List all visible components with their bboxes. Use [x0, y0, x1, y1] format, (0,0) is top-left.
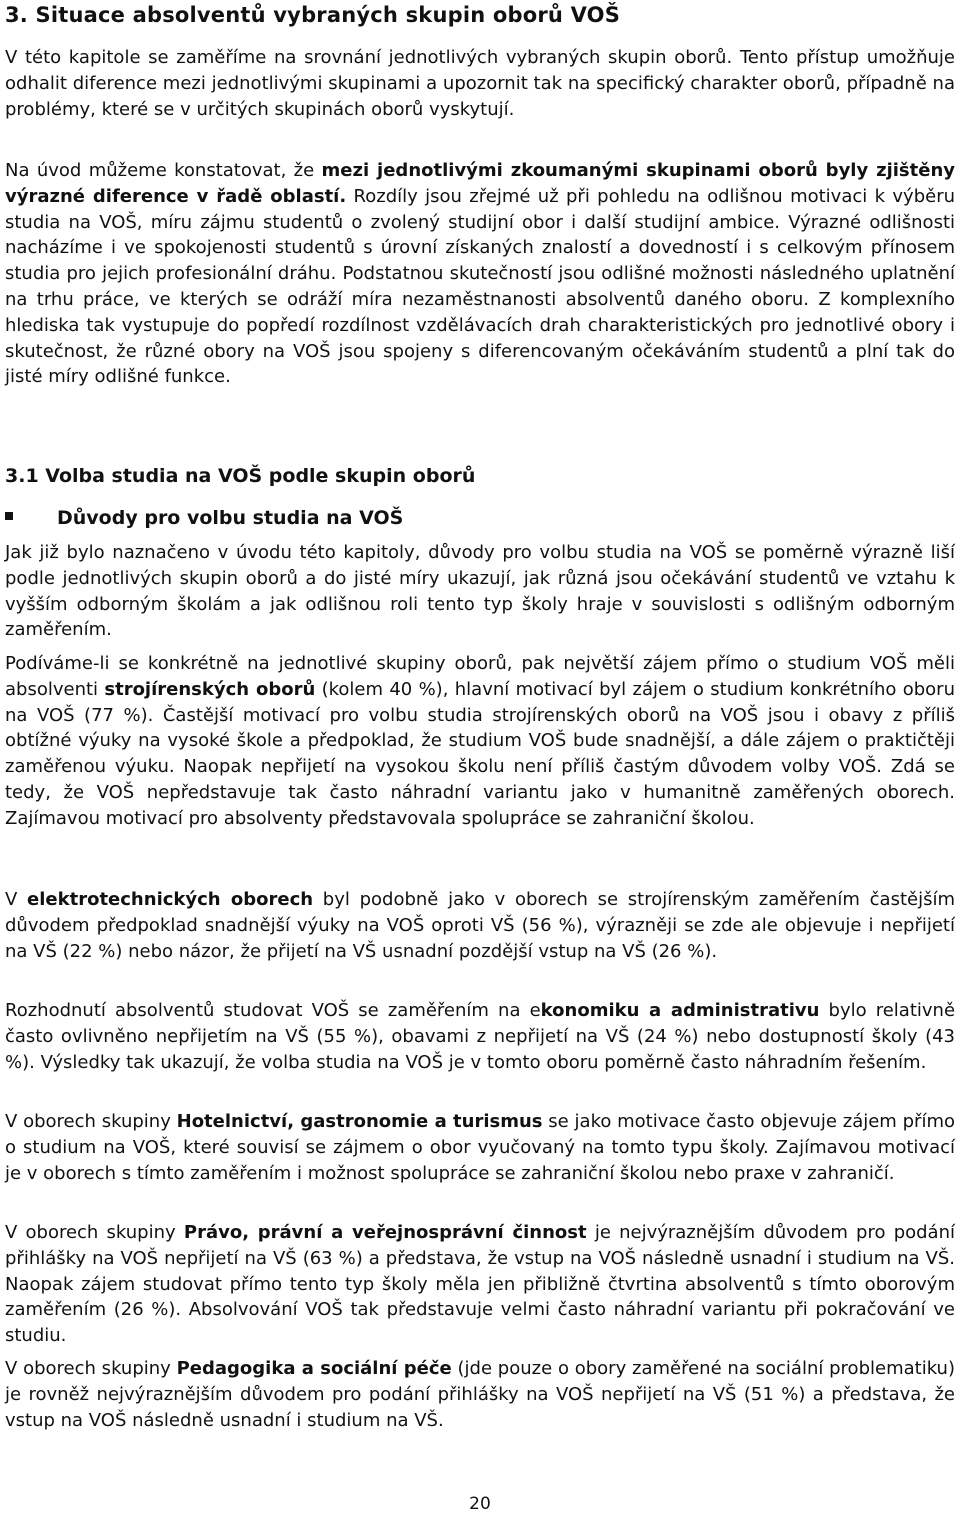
page-number: 20	[469, 1494, 491, 1514]
law-text-c: je nejvýraznějším důvodem pro podání přihlášky na VOŠ nepřijetí na VŠ (63 %) a představa, že vstup na VOŠ následně usnadní i studium na VŠ. Naopak zájem studovat přímo tento typ školy měla jen přibližně čtvrtina absolventů s tímto oborovým zaměřením (26 %). Absolvování VOŠ tak představuje velmi často náhradní variantu při pokračování ve studiu.	[5, 1222, 955, 1347]
hotel-paragraph	[5, 1109, 955, 1186]
engineering-bold: strojírenských oborů	[104, 678, 316, 700]
summary-bold: mezi jednotlivými zkoumanými skupinami oborů byly zjištěny výrazné diference v řadě oblastí.	[5, 160, 955, 207]
pedagogy-text-a: V oborech skupiny	[5, 1358, 177, 1379]
square-bullet-icon	[5, 512, 13, 520]
electro-text-c: byl podobně jako v oborech se strojírenským zaměřením častějším důvodem předpoklad snadnější výuky na VOŠ oproti VŠ (56 %), výrazněji se zde ale objevuje i nepřijetí na VŠ (22 %) nebo názor, že přijetí na VŠ usnadní pozdější vstup na VŠ (26 %).	[5, 889, 956, 962]
intro-paragraph: V této kapitole se zaměříme na srovnání jednotlivých vybraných skupin oborů. Tento přístup umožňuje odhalit diference mezi jednotlivými skupinami a upozornit tak na specifický charakter oborů, případně na problémy, které se v určitých skupinách oborů vyskytují.	[5, 47, 955, 120]
hotel-bold: Hotelnictví, gastronomie a turismus	[176, 1111, 543, 1132]
law-bold: Právo, právní a veřejnosprávní činnost	[183, 1222, 587, 1243]
summary-rest: Rozdíly jsou zřejmé už při pohledu na odlišnou motivaci k výběru studia na VOŠ, míru zájmu studentů o zvolený studijní obor i další studijní ambice. Výrazné odlišnosti nacházíme i ve spokojenosti studentů s úrovní získaných znalostí a dovedností i s celkovým přínosem studia pro jejich profesionální dráhu. Podstatnou skutečností jsou odlišné možnosti následného uplatnění na trhu práce, ve kterých se odráží míra nezaměstnanosti absolventů daného oboru. Z komplexního hlediska tak vystupuje do popředí rozdílnost vzdělávacích drah charakteristických pro jednotlivé obory i skutečnost, že různé obory na VOŠ jsou spojeny s diferencovaným očekáváním studentů a plní tak do jisté míry odlišné funkce.	[5, 185, 955, 388]
pedagogy-bold: Pedagogika a sociální péče	[176, 1358, 452, 1379]
engineering-text-c: (kolem 40 %), hlavní motivací byl zájem o studium konkrétního oboru na VOŠ (77 %). Častější motivací pro volbu studia strojírenských oborů na VOŠ jsou i obavy z příliš obtížné výuky na vysoké škole a předpoklad, že studium VOŠ bude snadnější, a dále zájem o praktičtěji zaměřenou výuku. Naopak nepřijetí na vysokou školu není příliš častým důvodem volby VOŠ. Zdá se tedy, že VOŠ nepředstavuje tak často náhradní variantu jako v humanitně zaměřených oborech. Zajímavou motivací pro absolventy představovala spolupráce se zahraniční školou.	[5, 678, 955, 829]
hotel-text-c: se jako motivace často objevuje zájem přímo o studium na VOŠ, které souvisí se zájmem o obor vyučovaný na tomto typu školy. Zajímavou motivací je v oborech s tímto zaměřením i možnost spolupráce se zahraniční školou nebo praxe v zahraničí.	[5, 1111, 955, 1184]
economy-text-a: Rozhodnutí absolventů studovat VOŠ se zaměřením na e	[5, 1000, 541, 1021]
law-text-a: V oborech skupiny	[5, 1222, 184, 1243]
economy-bold: konomiku a administrativu	[540, 1000, 820, 1021]
summary-paragraph	[5, 158, 955, 390]
pedagogy-text-c: (jde pouze o obory zaměřené na sociální problematiku) je rovněž nejvýraznějším důvodem pro podání přihlášky na VOŠ nepřijetí na VŠ (51 %) a představa, že vstup na VOŠ následně usnadní i studium na VŠ.	[5, 1358, 955, 1431]
chapter-title: 3. Situace absolventů vybraných skupin oborů VOŠ	[5, 3, 621, 27]
bullet-heading-text: Důvody pro volbu studia na VOŠ	[57, 507, 404, 529]
section-title: 3.1 Volba studia na VOŠ podle skupin oborů	[5, 465, 476, 487]
law-paragraph	[5, 1220, 955, 1349]
electro-paragraph	[5, 887, 955, 964]
electro-bold: elektrotechnických oborech	[27, 889, 314, 910]
summary-lead: Na úvod můžeme konstatovat, že	[5, 160, 322, 181]
reasons-paragraph: Jak již bylo naznačeno v úvodu této kapitoly, důvody pro volbu studia na VOŠ se poměrně výrazně liší podle jednotlivých skupin oborů a do jisté míry ukazují, jak různá jsou očekávání studentů ve vztahu k vyšším odborným školám a jak odlišnou roli tento typ školy hraje v souvislosti s odlišným odborným zaměřením.	[5, 542, 955, 641]
economy-paragraph	[5, 998, 955, 1075]
pedagogy-paragraph	[5, 1356, 955, 1433]
economy-text-c: bylo relativně často ovlivněno nepřijetím na VŠ (55 %), obavami z nepřijetí na VŠ (24 %) nebo dostupností školy (43 %). Výsledky tak ukazují, že volba studia na VOŠ je v tomto oboru poměrně často náhradním řešením.	[5, 1000, 956, 1073]
engineering-text-a: Podíváme-li se konkrétně na jednotlivé skupiny oborů, pak největší zájem přímo o studium VOŠ měli absolventi	[5, 653, 955, 700]
bullet-heading	[5, 507, 403, 529]
electro-text-a: V	[5, 889, 28, 910]
engineering-paragraph	[5, 651, 955, 832]
hotel-text-a: V oborech skupiny	[5, 1111, 177, 1132]
